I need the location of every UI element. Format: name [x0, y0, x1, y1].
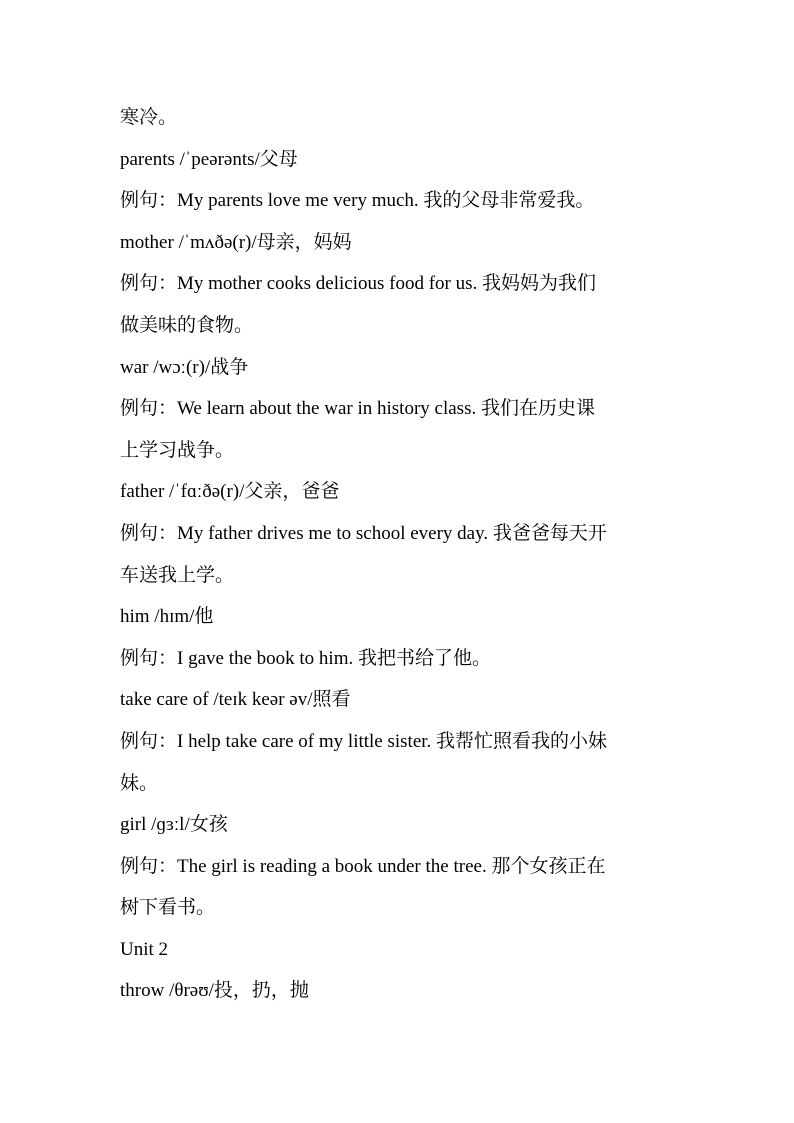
example-sentence-continued: 树下看书。 [120, 897, 216, 919]
example-sentence: 例句：We learn about the war in history class. 我们在历史课 [120, 398, 595, 420]
vocab-entry-war: war /wɔː(r)/战争 [120, 356, 249, 378]
document-body [120, 97, 680, 1012]
example-sentence-continued: 妹。 [120, 772, 159, 794]
example-sentence-continued: 做美味的食物。 [120, 314, 254, 336]
vocab-entry-take-care-of: take care of /teɪk keər əv/照看 [120, 689, 351, 711]
vocab-entry-father: father /ˈfɑːðə(r)/父亲，爸爸 [120, 481, 340, 503]
vocab-entry-mother: mother /ˈmʌðə(r)/母亲，妈妈 [120, 231, 352, 253]
vocab-entry-throw: throw /θrəʊ/投，扔，抛 [120, 980, 309, 1002]
example-sentence: 例句：My parents love me very much. 我的父母非常爱我。 [120, 190, 595, 212]
example-sentence: 例句：My mother cooks delicious food for us. 我妈妈为我们 [120, 273, 597, 295]
example-sentence: 例句：My father drives me to school every day. 我爸爸每天开 [120, 522, 607, 544]
text-line: 寒冷。 [120, 107, 178, 128]
example-sentence-continued: 上学习战争。 [120, 439, 235, 461]
vocab-entry-him: him /hɪm/他 [120, 606, 214, 628]
unit-heading: Unit 2 [120, 938, 169, 960]
example-sentence: 例句：I gave the book to him. 我把书给了他。 [120, 647, 491, 669]
example-sentence: 例句：The girl is reading a book under the tree. 那个女孩正在 [120, 855, 606, 877]
example-sentence: 例句：I help take care of my little sister. 我帮忙照看我的小妹 [120, 730, 608, 752]
example-sentence-continued: 车送我上学。 [120, 564, 235, 586]
vocab-entry-girl: girl /ɡɜːl/女孩 [120, 814, 228, 836]
vocab-entry-parents: parents /ˈpeərənts/父母 [120, 148, 298, 170]
